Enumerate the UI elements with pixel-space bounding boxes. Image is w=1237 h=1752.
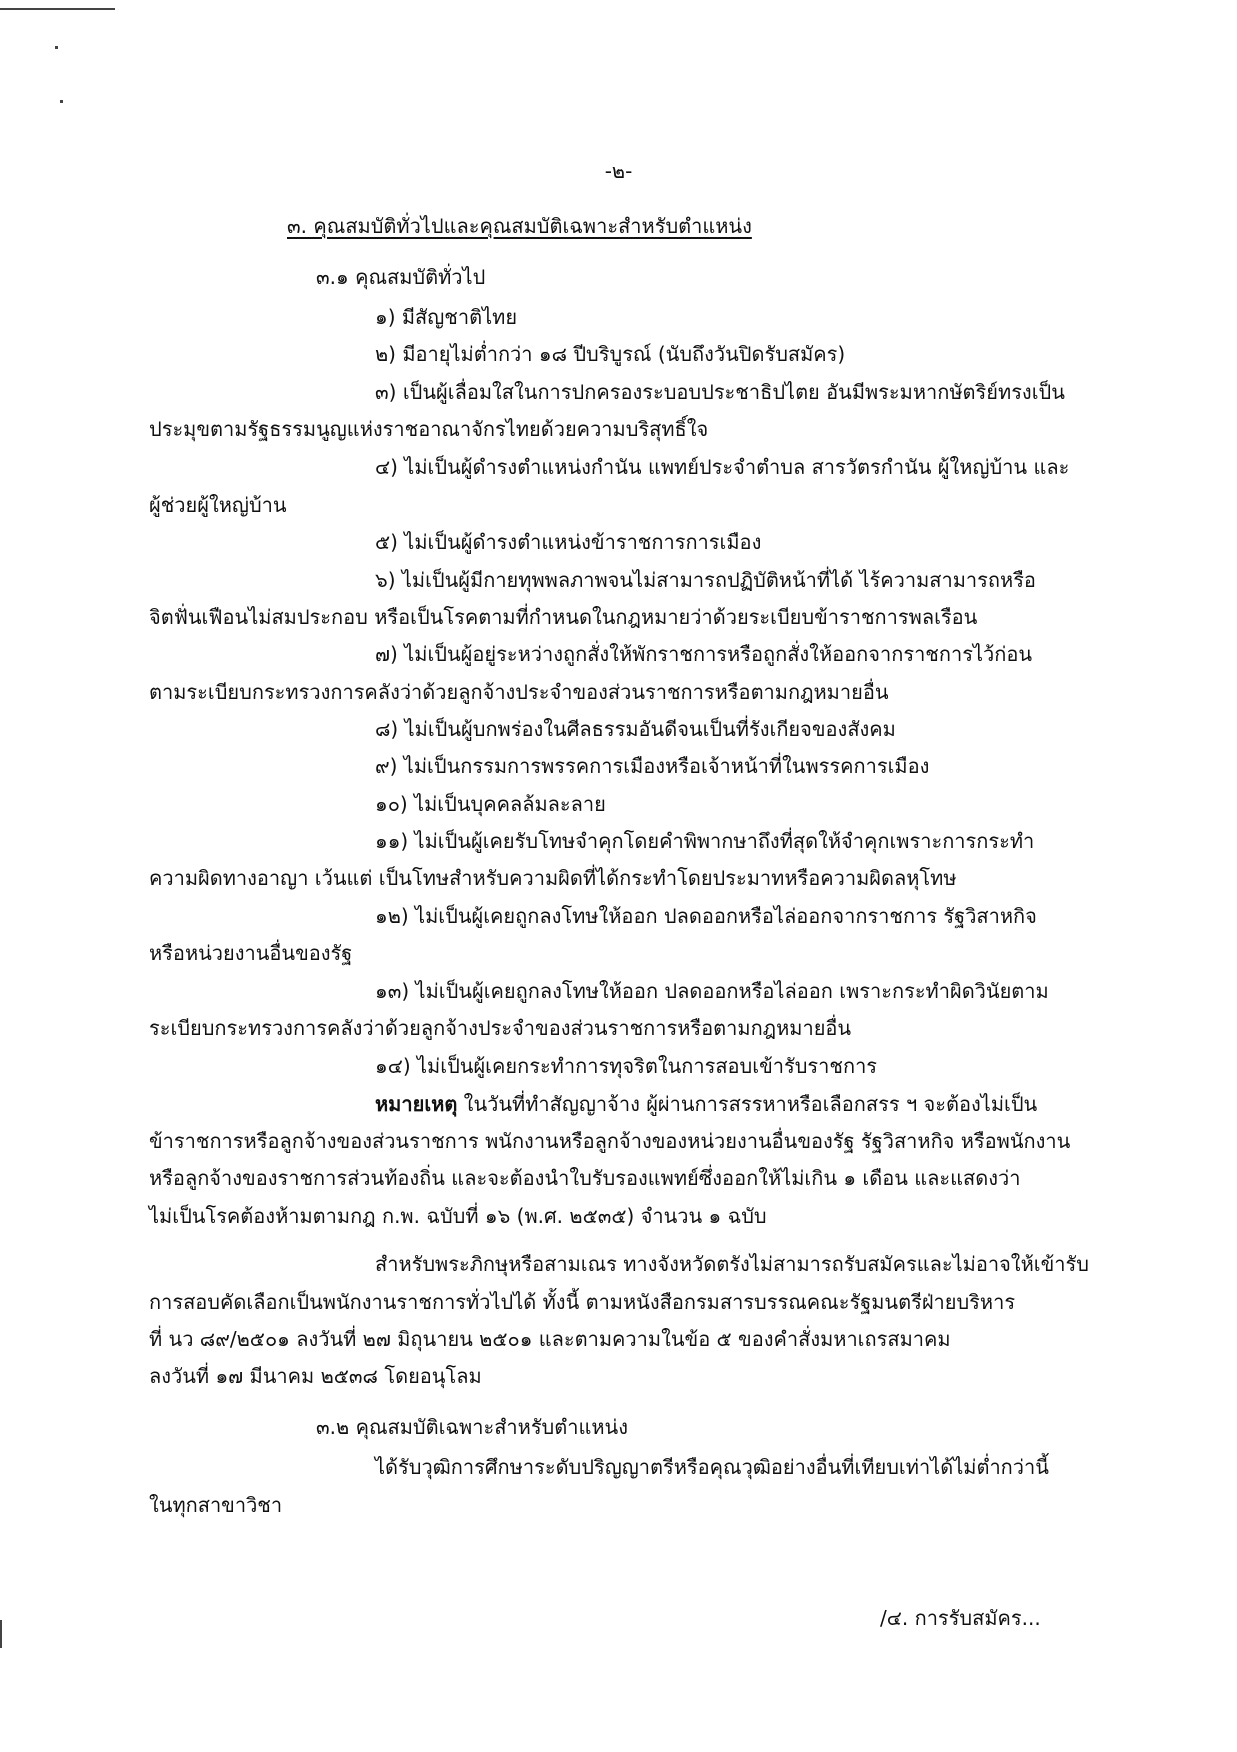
monk-line: การสอบคัดเลือกเป็นพนักงานราชการทั่วไปได้ ทั้งนี้ ตามหนังสือกรมสารบรรณคณะรัฐมนตรีฝ่ายบริหาร: [149, 1290, 1016, 1314]
scan-edge-mark: [0, 1620, 2, 1648]
general-line: ๓) เป็นผู้เลื่อมใสในการปกครองระบอบประชาธิปไตย อันมีพระมหากษัตริย์ทรงเป็น: [375, 380, 1065, 404]
page-number: -๒-: [604, 159, 633, 183]
specific-line: ได้รับวุฒิการศึกษาระดับปริญญาตรีหรือคุณวุฒิอย่างอื่นที่เทียบเท่าได้ไม่ต่ำกว่านี้: [375, 1455, 1049, 1479]
scan-speck: [60, 100, 63, 103]
section-heading: ๓. คุณสมบัติทั่วไปและคุณสมบัติเฉพาะสำหรับตำแหน่ง: [287, 214, 752, 238]
general-line: ๑๐) ไม่เป็นบุคคลล้มละลาย: [375, 792, 606, 816]
general-line: ๑๒) ไม่เป็นผู้เคยถูกลงโทษให้ออก ปลดออกหรือไล่ออกจากราชการ รัฐวิสาหกิจ: [375, 904, 1037, 928]
general-line: ๙) ไม่เป็นกรรมการพรรคการเมืองหรือเจ้าหน้าที่ในพรรคการเมือง: [375, 754, 930, 778]
note-line: [375, 1091, 1037, 1117]
continuation-note: /๔. การรับสมัคร...: [880, 1606, 1041, 1630]
general-line: ระเบียบกระทรวงการคลังว่าด้วยลูกจ้างประจำของส่วนราชการหรือตามกฎหมายอื่น: [149, 1016, 852, 1040]
general-line: ตามระเบียบกระทรวงการคลังว่าด้วยลูกจ้างประจำของส่วนราชการหรือตามกฎหมายอื่น: [149, 680, 889, 704]
general-line: ๔) ไม่เป็นผู้ดำรงตำแหน่งกำนัน แพทย์ประจำตำบล สารวัตรกำนัน ผู้ใหญ่บ้าน และ: [375, 455, 1070, 479]
note-text: ในวันที่ทำสัญญาจ้าง ผู้ผ่านการสรรหาหรือเลือกสรร ฯ จะต้องไม่เป็น: [457, 1092, 1038, 1116]
general-line: ๗) ไม่เป็นผู้อยู่ระหว่างถูกสั่งให้พักราชการหรือถูกสั่งให้ออกจากราชการไว้ก่อน: [375, 642, 1033, 666]
specific-line: ในทุกสาขาวิชา: [149, 1493, 283, 1517]
general-line: หรือหน่วยงานอื่นของรัฐ: [149, 941, 353, 965]
monk-line: ที่ นว ๘๙/๒๕๐๑ ลงวันที่ ๒๗ มิถุนายน ๒๕๐๑ และตามความในข้อ ๕ ของคำสั่งมหาเถรสมาคม: [149, 1327, 951, 1351]
general-line: ผู้ช่วยผู้ใหญ่บ้าน: [149, 493, 287, 517]
general-line: ๑๓) ไม่เป็นผู้เคยถูกลงโทษให้ออก ปลดออกหรือไล่ออก เพราะกระทำผิดวินัยตาม: [375, 979, 1049, 1003]
general-line: จิตฟั่นเฟือนไม่สมประกอบ หรือเป็นโรคตามที่กำหนดในกฎหมายว่าด้วยระเบียบข้าราชการพลเรือน: [149, 605, 978, 629]
general-heading: ๓.๑ คุณสมบัติทั่วไป: [316, 265, 486, 289]
scan-edge-mark: [0, 8, 115, 10]
scan-speck: [55, 46, 58, 49]
note-line: หรือลูกจ้างของราชการส่วนท้องถิ่น และจะต้องนำใบรับรองแพทย์ซึ่งออกให้ไม่เกิน ๑ เดือน และแสดงว่า: [149, 1166, 1021, 1190]
general-line: ๑๔) ไม่เป็นผู้เคยกระทำการทุจริตในการสอบเข้ารับราชการ: [375, 1054, 878, 1078]
specific-heading: ๓.๒ คุณสมบัติเฉพาะสำหรับตำแหน่ง: [316, 1415, 628, 1439]
general-line: ๘) ไม่เป็นผู้บกพร่องในศีลธรรมอันดีจนเป็นที่รังเกียจของสังคม: [375, 717, 896, 741]
note-line: ไม่เป็นโรคต้องห้ามตามกฎ ก.พ. ฉบับที่ ๑๖ (พ.ศ. ๒๕๓๕) จำนวน ๑ ฉบับ: [149, 1204, 767, 1228]
general-line: ๑๑) ไม่เป็นผู้เคยรับโทษจำคุกโดยคำพิพากษาถึงที่สุดให้จำคุกเพราะการกระทำ: [375, 829, 1035, 853]
general-line: ๕) ไม่เป็นผู้ดำรงตำแหน่งข้าราชการการเมือง: [375, 530, 762, 554]
general-line: ๖) ไม่เป็นผู้มีกายทุพพลภาพจนไม่สามารถปฏิบัติหน้าที่ได้ ไร้ความสามารถหรือ: [375, 568, 1036, 592]
general-line: ประมุขตามรัฐธรรมนูญแห่งราชอาณาจักรไทยด้วยความบริสุทธิ์ใจ: [149, 417, 709, 441]
monk-line: ลงวันที่ ๑๗ มีนาคม ๒๕๓๘ โดยอนุโลม: [149, 1364, 482, 1388]
note-label: หมายเหตุ: [375, 1092, 458, 1116]
note-line: ข้าราชการหรือลูกจ้างของส่วนราชการ พนักงานหรือลูกจ้างของหน่วยงานอื่นของรัฐ รัฐวิสาหกิจ หรือพนักงาน: [149, 1129, 1071, 1153]
general-line: ๑) มีสัญชาติไทย: [375, 305, 518, 329]
general-line: ๒) มีอายุไม่ต่ำกว่า ๑๘ ปีบริบูรณ์ (นับถึงวันปิดรับสมัคร): [375, 342, 846, 366]
general-line: ความผิดทางอาญา เว้นแต่ เป็นโทษสำหรับความผิดที่ได้กระทำโดยประมาทหรือความผิดลหุโทษ: [149, 866, 957, 890]
monk-line: สำหรับพระภิกษุหรือสามเณร ทางจังหวัดตรังไม่สามารถรับสมัครและไม่อาจให้เข้ารับ: [375, 1252, 1089, 1276]
